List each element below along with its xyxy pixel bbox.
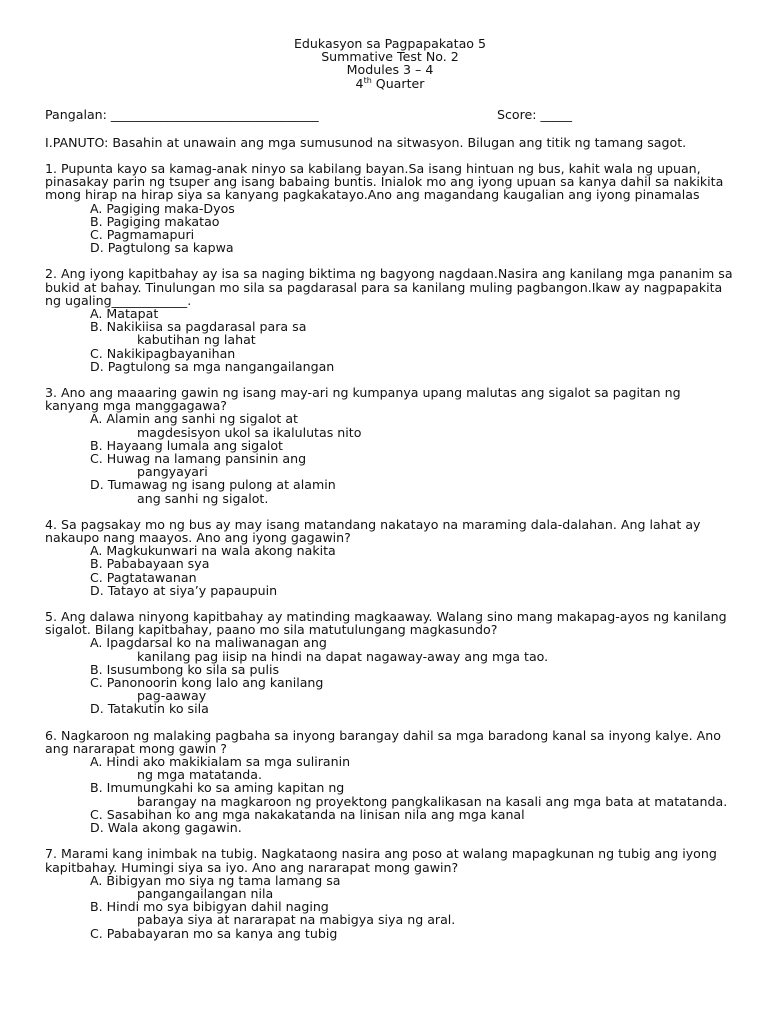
- instructions: I.PANUTO: Basahin at unawain ang mga sumusunod na sitwasyon. Bilugan ang titik ng tamang sagot.: [45, 134, 687, 150]
- answer-option[interactable]: [90, 452, 735, 478]
- question-item: [45, 729, 735, 835]
- quarter-line: [45, 77, 735, 90]
- answer-option[interactable]: [90, 874, 735, 900]
- option-text: C. Sasabihan ko ang mga nakakatanda na linisan nila ang mga kanal: [90, 806, 525, 822]
- option-continuation: kabutihan ng lahat: [137, 332, 256, 348]
- answer-option[interactable]: [90, 557, 735, 570]
- quarter-number: 4: [355, 75, 364, 91]
- name-field: Pangalan: _________________________________: [45, 106, 319, 122]
- answer-option[interactable]: [90, 584, 735, 597]
- question-stem: 5. Ang dalawa ninyong kapitbahay ay matinding magkaaway. Walang sino mang makapag-ayos ng kanilang sigalot. Bilang kapitbahay, paano mo sila matutulungang magkasundo?: [45, 609, 727, 638]
- answer-option[interactable]: [90, 702, 735, 715]
- option-text: A. Matapat: [90, 305, 159, 321]
- option-text: B. Hayaang lumala ang sigalot: [90, 437, 283, 453]
- quarter-word: Quarter: [371, 75, 425, 91]
- question-stem: 2. Ang iyong kapitbahay ay isa sa naging biktima ng bagyong nagdaan.Nasira ang kanilang mga pananim sa bukid at bahay. Tinulungan mo sila sa pagdarasal para sa kanilang muling pagbangon.Ikaw ay nagpapakita ng ugaling____________.: [45, 266, 733, 308]
- option-text: B. Imumungkahi ko sa aming kapitan ng: [90, 780, 345, 796]
- answer-option[interactable]: [90, 347, 735, 360]
- option-text: B. Hindi mo sya bibigyan dahil naging: [90, 899, 329, 915]
- question-stem: 3. Ano ang maaaring gawin ng isang may-ari ng kumpanya upang malutas ang sigalot sa pagitan ng kanyang mga manggagawa?: [45, 385, 681, 414]
- subject-title: Edukasyon sa Pagpapakatao 5: [293, 36, 487, 51]
- option-continuation: pabaya siya at nararapat na mabigya siya ng aral.: [137, 912, 456, 928]
- option-text: C. Pababayaran mo sa kanya ang tubig: [90, 925, 338, 941]
- answer-options: [90, 412, 735, 504]
- answer-option[interactable]: [90, 215, 735, 228]
- option-text: D. Pagtulong sa mga nangangailangan: [90, 358, 335, 374]
- question-stem: 6. Nagkaroon ng malaking pagbaha sa inyong barangay dahil sa mga baradong kanal sa inyong kalye. Ano ang nararapat mong gawin ?: [45, 727, 721, 756]
- option-text: D. Pagtulong sa kapwa: [90, 240, 234, 256]
- quarter-superscript: th: [363, 75, 372, 85]
- option-text: C. Pagtatawanan: [90, 569, 197, 585]
- option-continuation: ng mga matatanda.: [137, 767, 262, 783]
- option-text: D. Wala akong gagawin.: [90, 820, 242, 836]
- answer-option[interactable]: [90, 571, 735, 584]
- option-text: C. Nakikipagbayanihan: [90, 345, 236, 361]
- answer-option[interactable]: [90, 821, 735, 834]
- option-text: A. Pagiging maka-Dyos: [90, 200, 235, 216]
- answer-options: [90, 755, 735, 834]
- answer-option[interactable]: [90, 781, 735, 807]
- option-text: C. Pagmamapuri: [90, 226, 195, 242]
- answer-options: [90, 307, 735, 373]
- option-text: D. Tatakutin ko sila: [90, 701, 209, 717]
- answer-option[interactable]: [90, 636, 735, 662]
- score-field: Score: _____: [497, 106, 573, 122]
- test-page: [45, 37, 735, 940]
- answer-option[interactable]: [90, 755, 735, 781]
- answer-option[interactable]: [90, 676, 735, 702]
- answer-option[interactable]: [90, 360, 735, 373]
- option-text: A. Magkukunwari na wala akong nakita: [90, 543, 336, 559]
- question-item: [45, 162, 735, 254]
- question-item: [45, 847, 735, 939]
- question-stem: 1. Pupunta kayo sa kamag-anak ninyo sa kabilang bayan.Sa isang hintuan ng bus, kahit wala ng upuan, pinasakay parin ng tsuper ang isang babaing buntis. Inialok mo ang iyong upuan sa kanya dahil sa nakikita mong hirap na hirap siya sa kanyang pagkakatayo.Ano ang magandang kaugalian ang iyong pinamalas: [45, 160, 724, 203]
- student-info-row: [45, 108, 735, 122]
- question-stem: 4. Sa pagsakay mo ng bus ay may isang matandang nakatayo na maraming dala-dalahan. Ang lahat ay nakaupo nang maayos. Ano ang iyong gagawin?: [45, 516, 701, 546]
- answer-option[interactable]: [90, 202, 735, 215]
- option-text: D. Tumawag ng isang pulong at alamin: [90, 477, 336, 493]
- option-continuation: ang sanhi ng sigalot.: [137, 490, 269, 506]
- option-text: C. Panonoorin kong lalo ang kanilang: [90, 675, 324, 691]
- option-text: C. Huwag na lamang pansinin ang: [90, 451, 307, 467]
- question-item: [45, 267, 735, 373]
- answer-option[interactable]: [90, 900, 735, 926]
- option-text: A. Alamin ang sanhi ng sigalot at: [90, 411, 298, 427]
- question-item: [45, 386, 735, 505]
- option-text: B. Pagiging makatao: [90, 213, 220, 229]
- answer-options: [90, 544, 735, 597]
- modules-line: Modules 3 – 4: [346, 62, 434, 78]
- option-text: D. Tatayo at siya’y papaupuin: [90, 582, 278, 598]
- question-item: [45, 518, 735, 597]
- answer-options: [90, 874, 735, 940]
- answer-options: [90, 202, 735, 255]
- option-continuation: barangay na magkaroon ng proyektong pangkalikasan na kasali ang mga bata at matatanda.: [137, 793, 728, 809]
- question-stem: 7. Marami kang inimbak na tubig. Nagkataong nasira ang poso at walang mapagkunan ng tubig ang iyong kapitbahay. Humingi siya sa iyo. Ano ang nararapat mong gawin?: [45, 846, 717, 875]
- option-continuation: pangyayari: [137, 464, 208, 480]
- option-text: A. Ipagdarsal ko na maliwanagan ang: [90, 635, 327, 651]
- answer-options: [90, 636, 735, 715]
- option-text: B. Pababayaan sya: [90, 556, 210, 572]
- option-text: A. Hindi ako makikialam sa mga suliranin: [90, 754, 351, 770]
- option-continuation: pangangailangan nila: [137, 885, 274, 901]
- answer-option[interactable]: [90, 320, 735, 346]
- test-header: [45, 37, 735, 90]
- option-text: B. Nakikiisa sa pagdarasal para sa: [90, 319, 307, 335]
- answer-option[interactable]: [90, 478, 735, 504]
- answer-option[interactable]: [90, 412, 735, 438]
- option-continuation: pag-aaway: [137, 688, 207, 704]
- option-text: A. Bibigyan mo siya ng tama lamang sa: [90, 872, 341, 888]
- option-continuation: magdesisyon ukol sa ikalulutas nito: [137, 424, 362, 440]
- answer-option[interactable]: [90, 241, 735, 254]
- option-text: B. Isusumbong ko sila sa pulis: [90, 661, 280, 677]
- questions-list: [45, 162, 735, 940]
- test-title: Summative Test No. 2: [321, 49, 459, 65]
- answer-option[interactable]: [90, 927, 735, 940]
- question-item: [45, 610, 735, 716]
- option-continuation: kanilang pag iisip na hindi na dapat nagaway-away ang mga tao.: [137, 648, 549, 664]
